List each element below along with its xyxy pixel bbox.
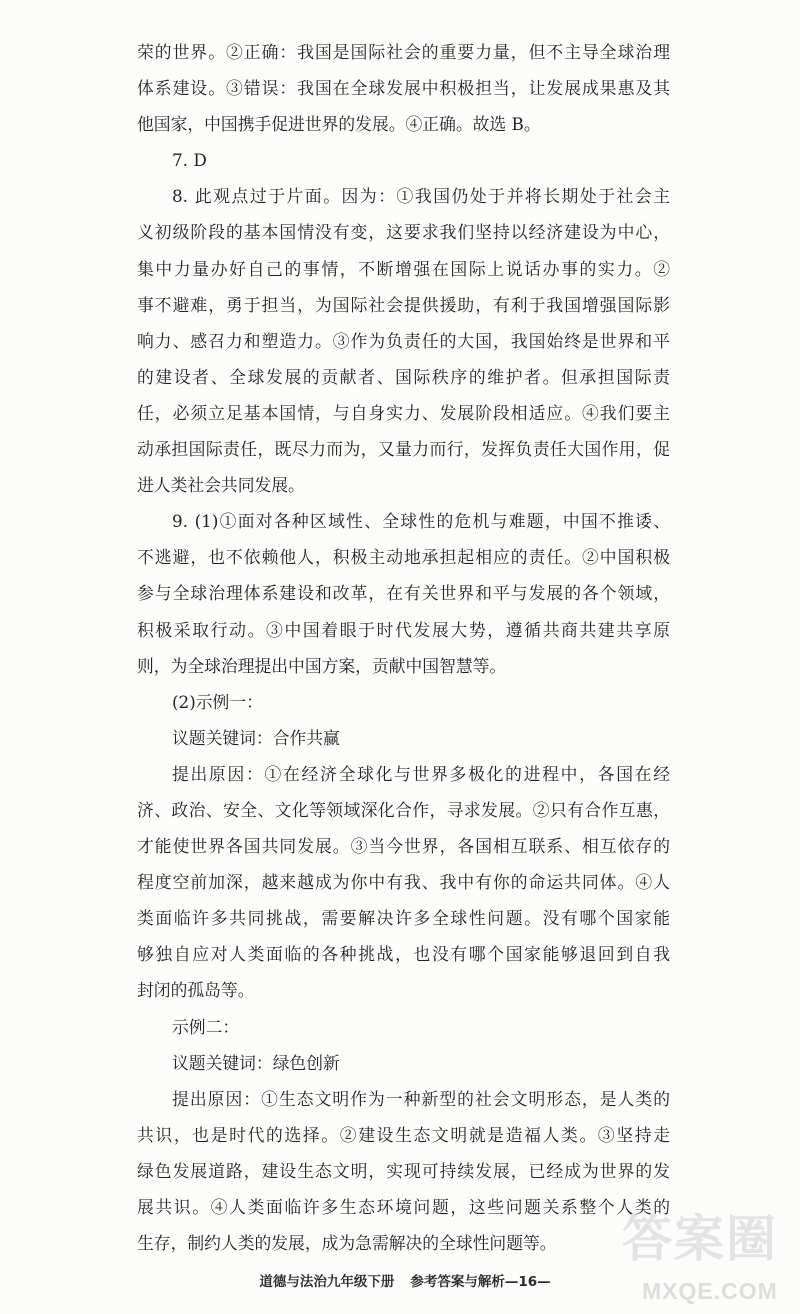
q9-example2-keyword: 议题关键词：绿色创新 xyxy=(172,1052,340,1073)
q7-answer-line: 7. D xyxy=(172,150,207,171)
q8-answer-line: 响力、感召力和塑造力。③作为负责任的大国，我国始终是世界和平 xyxy=(137,330,670,351)
q9-example2-reason-line: 共识，也是时代的选择。②建设生态文明就是造福人类。③坚持走 xyxy=(137,1124,670,1145)
watermark-logo: 答案圈 xyxy=(622,1210,778,1268)
q9-example2-reason-line: 绿色发展道路，建设生态文明，实现可持续发展，已经成为世界的发 xyxy=(137,1160,670,1181)
q8-answer-line: 动承担国际责任，既尽力而为，又量力而行，发挥负责任大国作用，促 xyxy=(137,439,670,460)
q9-example1-reason-line: 提出原因：①在经济全球化与世界多极化的进程中，各国在经 xyxy=(172,763,670,784)
q6-answer-line: 体系建设。③错误：我国在全球发展中积极担当，让发展成果惠及其 xyxy=(137,78,670,99)
q9-part1-answer-line: 9. (1)①面对各种区域性、全球性的危机与难题，中国不推诿、 xyxy=(172,511,670,532)
q8-answer-line: 义初级阶段的基本国情没有变，这要求我们坚持以经济建设为中心， xyxy=(137,222,670,243)
q9-example2-heading: 示例二： xyxy=(172,1016,240,1037)
footer-section-page-number: 参考答案与解析—16— xyxy=(410,1274,551,1290)
q9-example1-heading: (2)示例一： xyxy=(172,691,263,712)
q9-example1-reason-line: 类面临许多共同挑战，需要解决许多全球性问题。没有哪个国家能 xyxy=(137,908,670,929)
q9-example2-reason-line: 展共识。④人类面临许多生态环境问题，这些问题关系整个人类的 xyxy=(137,1197,670,1217)
q8-answer-line: 的建设者、全球发展的贡献者、国际秩序的维护者。但承担国际责 xyxy=(137,366,670,387)
q9-part1-answer-line: 积极采取行动。③中国着眼于时代发展大势，遵循共商共建共享原 xyxy=(137,619,670,640)
answer-text-block xyxy=(137,34,670,1261)
q9-example1-reason-line: 才能使世界各国共同发展。③当今世界，各国相互联系、相互依存的 xyxy=(137,836,670,857)
q6-answer-line: 他国家，中国携手促进世界的发展。④正确。故选 B。 xyxy=(137,114,541,135)
q9-example1-keyword: 议题关键词：合作共赢 xyxy=(172,727,340,748)
q9-example1-reason-line: 济、政治、安全、文化等领域深化合作，寻求发展。②只有合作互惠， xyxy=(137,799,670,820)
q8-answer-line: 事不避难，勇于担当，为国际社会提供援助，有利于我国增强国际影 xyxy=(137,294,670,315)
q8-answer-line: 进人类社会共同发展。 xyxy=(137,475,305,496)
q9-example2-reason-line: 生存，制约人类的发展，成为急需解决的全球性问题等。 xyxy=(137,1233,557,1254)
q9-example1-reason-line: 程度空前加深，越来越成为你中有我、我中有你的命运共同体。④人 xyxy=(137,872,670,893)
q9-example2-reason-line: 提出原因：①生态文明作为一种新型的社会文明形态，是人类的 xyxy=(172,1088,670,1109)
footer-book-title: 道德与法治九年级下册 xyxy=(259,1274,395,1290)
watermark-site: MXQE.COM xyxy=(642,1278,778,1304)
q9-example1-reason-line: 够独自应对人类面临的各种挑战，也没有哪个国家能够退回到自我 xyxy=(137,944,670,965)
q9-example1-reason-line: 封闭的孤岛等。 xyxy=(137,980,255,1001)
q6-answer-line: 荣的世界。②正确：我国是国际社会的重要力量，但不主导全球治理 xyxy=(137,42,670,62)
q8-answer-line: 任，必须立足基本国情，与自身实力、发展阶段相适应。④我们要主 xyxy=(137,402,670,423)
q9-part1-answer-line: 则，为全球治理提出中国方案，贡献中国智慧等。 xyxy=(137,655,507,676)
q9-part1-answer-line: 不逃避，也不依赖他人，积极主动地承担起相应的责任。②中国积极 xyxy=(137,547,670,568)
q9-part1-answer-line: 参与全球治理体系建设和改革，在有关世界和平与发展的各个领域， xyxy=(137,583,670,604)
q8-answer-line: 集中力量办好自己的事情，不断增强在国际上说话办事的实力。② xyxy=(137,258,670,279)
q8-answer-line: 8. 此观点过于片面。因为：①我国仍处于并将长期处于社会主 xyxy=(172,186,670,207)
